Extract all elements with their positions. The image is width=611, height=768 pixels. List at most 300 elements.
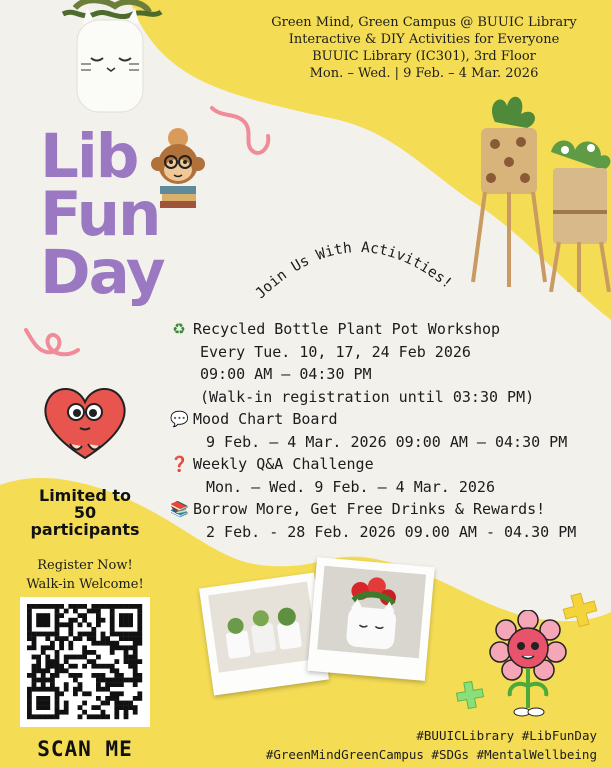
qr-module xyxy=(114,641,119,646)
qr-module xyxy=(82,632,87,637)
activity-2-title-row xyxy=(170,408,600,431)
qr-module xyxy=(82,618,87,623)
qr-module xyxy=(87,622,92,627)
qr-module xyxy=(55,659,60,664)
qr-module xyxy=(36,696,41,701)
hashtags xyxy=(266,726,597,764)
activity-1-title: Recycled Bottle Plant Pot Workshop xyxy=(193,320,501,338)
qr-module xyxy=(27,645,32,650)
qr-module xyxy=(133,645,138,650)
qr-module xyxy=(50,678,55,683)
qr-module xyxy=(68,627,73,632)
qr-module xyxy=(68,645,73,650)
qr-module xyxy=(137,604,142,609)
qr-module xyxy=(137,641,142,646)
qr-module xyxy=(55,691,60,696)
qr-module xyxy=(96,641,101,646)
limited-line2: 50 xyxy=(73,503,97,522)
qr-module xyxy=(119,613,124,618)
qr-module xyxy=(110,641,115,646)
qr-module xyxy=(119,701,124,706)
join-us-arc xyxy=(240,222,480,312)
qr-module xyxy=(78,636,83,641)
qr-module xyxy=(64,705,69,710)
qr-module xyxy=(78,622,83,627)
qr-module xyxy=(45,659,50,664)
qr-module xyxy=(110,622,115,627)
qr-module xyxy=(87,714,92,719)
qr-module xyxy=(36,678,41,683)
qr-module xyxy=(133,678,138,683)
qr-module xyxy=(114,673,119,678)
activity-2-detail: 9 Feb. – 4 Mar. 2026 09:00 AM – 04:30 PM xyxy=(206,432,568,451)
activity-3-title: Weekly Q&A Challenge xyxy=(193,455,374,473)
pink-squiggle-left xyxy=(26,330,78,354)
qr-module xyxy=(124,655,129,660)
limited-participants xyxy=(22,487,148,538)
qr-module xyxy=(105,636,110,641)
qr-module xyxy=(110,627,115,632)
qr-module xyxy=(105,701,110,706)
qr-module xyxy=(91,609,96,614)
qr-module xyxy=(27,627,32,632)
header-line-location: BUUIC Library (IC301), 3rd Floor xyxy=(312,49,536,64)
heart-mascot-image xyxy=(40,382,130,464)
qr-module xyxy=(128,659,133,664)
qr-module xyxy=(45,604,50,609)
qr-module xyxy=(59,664,64,669)
qr-module xyxy=(32,682,37,687)
qr-module xyxy=(68,673,73,678)
qr-module xyxy=(91,641,96,646)
header-line-subtitle: Interactive & DIY Activities for Everyone xyxy=(288,32,560,47)
qr-module xyxy=(36,604,41,609)
qr-module xyxy=(119,622,124,627)
qr-module xyxy=(32,632,37,637)
qr-module xyxy=(41,673,46,678)
qr-module xyxy=(101,636,106,641)
qr-module xyxy=(32,645,37,650)
qr-module xyxy=(36,687,41,692)
qr-module xyxy=(101,632,106,637)
qr-module xyxy=(73,664,78,669)
qr-module xyxy=(68,632,73,637)
qr-module xyxy=(59,636,64,641)
qr-module xyxy=(41,682,46,687)
qr-module xyxy=(128,632,133,637)
qr-module xyxy=(64,682,69,687)
qr-module xyxy=(101,678,106,683)
qr-module xyxy=(50,659,55,664)
qr-module xyxy=(96,604,101,609)
qr-module xyxy=(41,701,46,706)
qr-module xyxy=(27,618,32,623)
qr-module xyxy=(101,641,106,646)
qr-module xyxy=(101,710,106,715)
qr-module xyxy=(45,618,50,623)
qr-module xyxy=(128,618,133,623)
qr-module xyxy=(82,650,87,655)
limited-line1: Limited to xyxy=(39,486,131,505)
qr-module xyxy=(82,645,87,650)
qr-module xyxy=(55,701,60,706)
qr-module xyxy=(55,604,60,609)
qr-module xyxy=(119,645,124,650)
qr-module xyxy=(73,673,78,678)
qr-module xyxy=(41,668,46,673)
flower-mascot-image xyxy=(488,610,568,722)
qr-module xyxy=(128,613,133,618)
register-now-text: Register Now! xyxy=(37,558,133,573)
activity-3-title-row xyxy=(170,453,600,476)
qr-module xyxy=(133,659,138,664)
qr-module xyxy=(96,714,101,719)
qr-module xyxy=(32,641,37,646)
activity-1-detail: 09:00 AM – 04:30 PM xyxy=(200,365,372,383)
question-mark-icon: ❓ xyxy=(170,455,189,473)
qr-module xyxy=(96,609,101,614)
qr-module xyxy=(105,696,110,701)
qr-module xyxy=(128,655,133,660)
qr-module xyxy=(119,682,124,687)
qr-module xyxy=(128,636,133,641)
qr-module xyxy=(41,613,46,618)
qr-module xyxy=(124,659,129,664)
join-us-text: Join Us With Activities! xyxy=(252,239,455,302)
qr-module xyxy=(27,673,32,678)
qr-module xyxy=(119,705,124,710)
qr-module xyxy=(114,678,119,683)
qr-module xyxy=(50,641,55,646)
qr-module xyxy=(64,609,69,614)
qr-module xyxy=(59,622,64,627)
qr-module xyxy=(82,701,87,706)
qr-module xyxy=(78,604,83,609)
qr-module xyxy=(101,714,106,719)
qr-module xyxy=(27,622,32,627)
qr-module xyxy=(78,632,83,637)
qr-module xyxy=(133,696,138,701)
qr-module xyxy=(59,641,64,646)
qr-module xyxy=(91,632,96,637)
qr-module xyxy=(64,687,69,692)
qr-module xyxy=(137,609,142,614)
qr-module xyxy=(105,678,110,683)
qr-module xyxy=(64,710,69,715)
qr-module xyxy=(55,632,60,637)
qr-module xyxy=(36,705,41,710)
activity-1-detail: (Walk-in registration until 03:30 PM) xyxy=(200,387,535,406)
qr-module xyxy=(114,659,119,664)
qr-module xyxy=(45,687,50,692)
qr-module xyxy=(137,622,142,627)
qr-module xyxy=(68,641,73,646)
qr-module xyxy=(114,701,119,706)
qr-module xyxy=(27,636,32,641)
qr-module xyxy=(110,664,115,669)
qr-module xyxy=(110,682,115,687)
qr-module xyxy=(36,668,41,673)
qr-module xyxy=(124,622,129,627)
qr-module xyxy=(55,655,60,660)
qr-module xyxy=(55,664,60,669)
qr-module xyxy=(41,622,46,627)
qr-module xyxy=(36,622,41,627)
qr-module xyxy=(68,664,73,669)
qr-module xyxy=(96,613,101,618)
qr-module xyxy=(68,622,73,627)
qr-module xyxy=(50,604,55,609)
qr-module xyxy=(133,650,138,655)
qr-module xyxy=(36,632,41,637)
qr-module xyxy=(124,714,129,719)
qr-module xyxy=(87,659,92,664)
qr-module xyxy=(105,641,110,646)
qr-module xyxy=(101,618,106,623)
qr-module xyxy=(59,613,64,618)
qr-module xyxy=(41,714,46,719)
qr-module xyxy=(36,613,41,618)
cat-pot-picture xyxy=(307,557,434,681)
qr-module xyxy=(78,714,83,719)
qr-module xyxy=(41,705,46,710)
qr-module xyxy=(124,701,129,706)
qr-module xyxy=(32,714,37,719)
qr-module xyxy=(124,710,129,715)
qr-module xyxy=(137,618,142,623)
qr-module xyxy=(82,710,87,715)
scan-me-label: SCAN ME xyxy=(37,737,133,761)
qr-module xyxy=(114,645,119,650)
qr-module xyxy=(119,632,124,637)
qr-module xyxy=(87,636,92,641)
qr-module xyxy=(41,687,46,692)
qr-module xyxy=(45,632,50,637)
qr-module xyxy=(91,604,96,609)
qr-module xyxy=(64,636,69,641)
qr-module xyxy=(110,650,115,655)
activity-4-detail: 2 Feb. - 28 Feb. 2026 09.00 AM - 04.30 PM xyxy=(206,522,577,541)
qr-module xyxy=(45,645,50,650)
title-line-fun: Fun xyxy=(40,179,160,250)
qr-module xyxy=(45,678,50,683)
qr-module xyxy=(45,636,50,641)
qr-module xyxy=(96,618,101,623)
qr-module xyxy=(55,613,60,618)
qr-module xyxy=(41,645,46,650)
activity-3-detail: Mon. – Wed. 9 Feb. – 4 Mar. 2026 xyxy=(206,477,495,496)
qr-code[interactable] xyxy=(20,597,150,727)
qr-module xyxy=(137,613,142,618)
qr-module xyxy=(45,655,50,660)
qr-module xyxy=(114,604,119,609)
qr-module xyxy=(68,655,73,660)
speech-bubble-icon: 💬 xyxy=(170,410,189,428)
qr-module xyxy=(110,632,115,637)
qr-module xyxy=(114,682,119,687)
qr-module xyxy=(110,618,115,623)
qr-module xyxy=(55,636,60,641)
qr-module xyxy=(50,687,55,692)
qr-module xyxy=(59,604,64,609)
qr-module xyxy=(41,650,46,655)
qr-module xyxy=(96,682,101,687)
qr-module xyxy=(36,618,41,623)
qr-module xyxy=(55,687,60,692)
qr-module xyxy=(137,636,142,641)
qr-module xyxy=(133,710,138,715)
qr-module xyxy=(27,609,32,614)
qr-module xyxy=(119,618,124,623)
qr-module xyxy=(110,604,115,609)
qr-module xyxy=(50,664,55,669)
qr-module xyxy=(27,632,32,637)
qr-module xyxy=(87,650,92,655)
qr-module xyxy=(36,701,41,706)
qr-module xyxy=(96,664,101,669)
qr-module xyxy=(59,645,64,650)
qr-module xyxy=(110,613,115,618)
qr-module xyxy=(68,604,73,609)
qr-module xyxy=(50,645,55,650)
qr-module xyxy=(128,645,133,650)
qr-module xyxy=(73,604,78,609)
qr-module xyxy=(59,668,64,673)
qr-module xyxy=(82,664,87,669)
qr-module xyxy=(45,705,50,710)
qr-module xyxy=(105,682,110,687)
qr-module xyxy=(78,673,83,678)
qr-module xyxy=(55,650,60,655)
qr-module xyxy=(110,645,115,650)
qr-module xyxy=(96,705,101,710)
qr-module xyxy=(133,664,138,669)
activity-4-title: Borrow More, Get Free Drinks & Rewards! xyxy=(193,500,546,518)
qr-module xyxy=(27,691,32,696)
qr-module xyxy=(114,691,119,696)
qr-module xyxy=(124,636,129,641)
pink-squiggle-top xyxy=(212,108,268,153)
qr-module xyxy=(45,714,50,719)
qr-module xyxy=(133,668,138,673)
qr-module xyxy=(78,705,83,710)
qr-module xyxy=(128,622,133,627)
qr-module xyxy=(137,627,142,632)
qr-module xyxy=(27,687,32,692)
qr-module xyxy=(73,636,78,641)
qr-module xyxy=(137,632,142,637)
qr-module xyxy=(27,696,32,701)
qr-module xyxy=(45,668,50,673)
qr-module xyxy=(41,696,46,701)
qr-module xyxy=(119,604,124,609)
qr-code-pattern xyxy=(20,597,150,727)
qr-module xyxy=(137,678,142,683)
qr-module xyxy=(36,714,41,719)
qr-module xyxy=(45,622,50,627)
qr-module xyxy=(82,655,87,660)
monkey-mascot-image xyxy=(146,124,210,214)
qr-module xyxy=(137,659,142,664)
qr-module xyxy=(91,659,96,664)
qr-module xyxy=(101,664,106,669)
qr-module xyxy=(133,604,138,609)
qr-module xyxy=(59,710,64,715)
activity-4-title-row xyxy=(170,498,600,521)
qr-module xyxy=(73,655,78,660)
qr-module xyxy=(114,714,119,719)
cat-bottle-pot-image xyxy=(45,0,170,120)
qr-module xyxy=(133,641,138,646)
qr-module xyxy=(137,696,142,701)
walk-in-welcome-text: Walk-in Welcome! xyxy=(26,577,144,592)
qr-module xyxy=(27,705,32,710)
qr-module xyxy=(64,701,69,706)
qr-module xyxy=(119,636,124,641)
qr-module xyxy=(27,701,32,706)
qr-module xyxy=(124,604,129,609)
qr-module xyxy=(64,655,69,660)
qr-module xyxy=(78,687,83,692)
qr-module xyxy=(55,710,60,715)
qr-module xyxy=(128,604,133,609)
qr-module xyxy=(73,609,78,614)
qr-module xyxy=(32,655,37,660)
qr-module xyxy=(133,636,138,641)
qr-module xyxy=(91,627,96,632)
event-header xyxy=(259,14,589,82)
qr-module xyxy=(124,613,129,618)
qr-module xyxy=(55,668,60,673)
qr-module xyxy=(114,705,119,710)
qr-module xyxy=(87,691,92,696)
qr-module xyxy=(41,632,46,637)
qr-module xyxy=(78,655,83,660)
qr-module xyxy=(50,714,55,719)
qr-module xyxy=(110,691,115,696)
qr-module xyxy=(27,604,32,609)
qr-module xyxy=(32,664,37,669)
qr-module xyxy=(64,668,69,673)
qr-module xyxy=(45,696,50,701)
qr-module xyxy=(91,636,96,641)
qr-module xyxy=(32,604,37,609)
qr-module xyxy=(96,678,101,683)
header-line-dates: Mon. – Wed. | 9 Feb. – 4 Mar. 2026 xyxy=(309,66,539,81)
qr-module xyxy=(110,668,115,673)
qr-module xyxy=(105,664,110,669)
qr-module xyxy=(41,604,46,609)
qr-module xyxy=(55,622,60,627)
qr-module xyxy=(55,609,60,614)
qr-module xyxy=(41,618,46,623)
qr-module xyxy=(96,696,101,701)
qr-module xyxy=(32,687,37,692)
qr-module xyxy=(105,714,110,719)
qr-module xyxy=(119,673,124,678)
qr-module xyxy=(87,632,92,637)
qr-module xyxy=(114,696,119,701)
qr-module xyxy=(91,705,96,710)
qr-module xyxy=(82,691,87,696)
activity-1-detail: Every Tue. 10, 17, 24 Feb 2026 xyxy=(200,342,471,361)
qr-module xyxy=(119,678,124,683)
qr-module xyxy=(96,622,101,627)
qr-module xyxy=(73,687,78,692)
qr-module xyxy=(55,618,60,623)
hashtags-line1: #BUUICLibrary #LibFunDay xyxy=(416,728,597,743)
qr-module xyxy=(124,632,129,637)
